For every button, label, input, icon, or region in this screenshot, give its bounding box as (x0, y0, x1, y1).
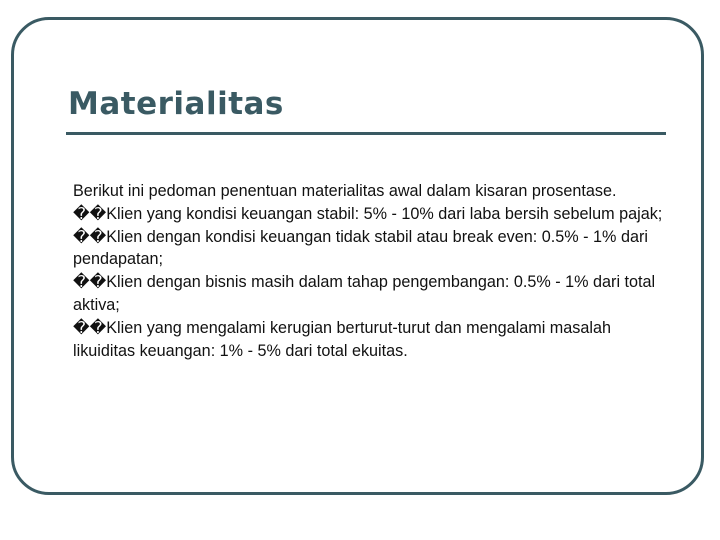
list-item-text: Klien yang mengalami kerugian berturut-turut dan mengalami masalah likuiditas keuangan: 1% - 5% dari total ekuitas. (73, 318, 611, 360)
list-item-text: Klien dengan bisnis masih dalam tahap pengembangan: 0.5% - 1% dari total aktiva; (73, 273, 656, 314)
title-divider (66, 132, 666, 135)
list-item-text: Klien yang kondisi keuangan stabil: 5% - 10% dari laba bersih sebelum pajak; (106, 204, 663, 223)
bullet-icon: �� (73, 317, 107, 337)
bullet-icon: �� (73, 272, 107, 292)
intro-text: Berikut ini pedoman penentuan materialitas awal dalam kisaran prosentase. (73, 182, 617, 200)
list-item (73, 226, 673, 272)
list-item (73, 271, 673, 317)
list-item-text: Klien dengan kondisi keuangan tidak stabil atau break even: 0.5% - 1% dari pendapatan; (73, 227, 648, 269)
slide-body (73, 180, 673, 362)
list-item (73, 317, 673, 363)
bullet-icon: �� (73, 203, 107, 223)
list-item (73, 203, 673, 226)
slide-title: Materialitas (68, 86, 284, 122)
bullet-icon: �� (73, 226, 107, 246)
